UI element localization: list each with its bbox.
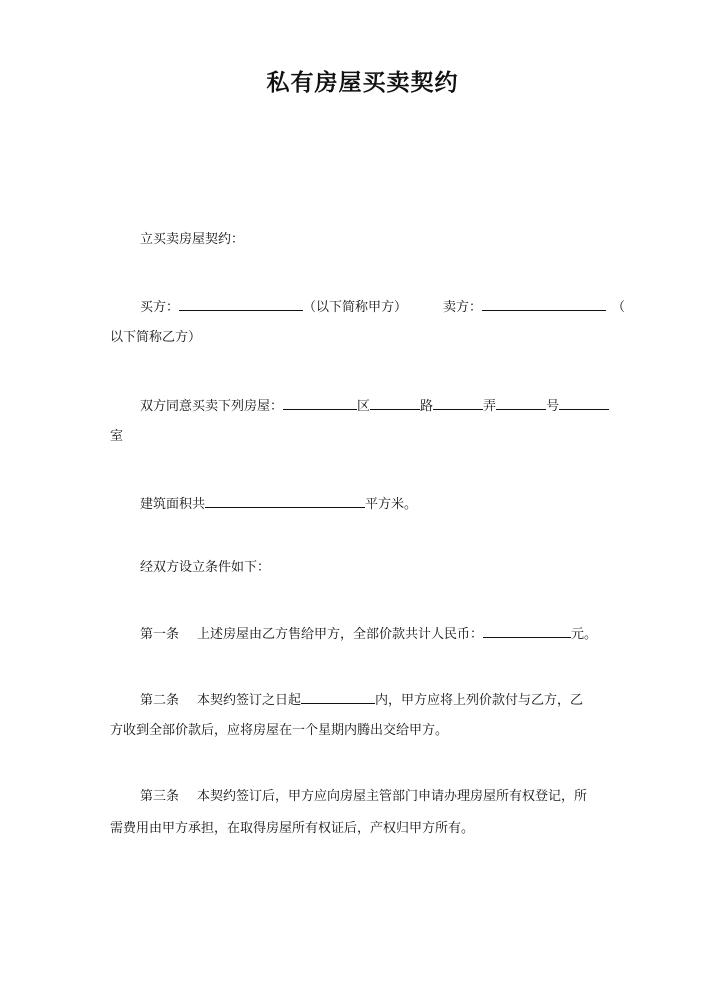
conditions-intro-line	[140, 558, 270, 578]
location-line	[140, 395, 609, 417]
article-2-line	[140, 689, 583, 711]
location-prefix: 双方同意买卖下列房屋：	[140, 399, 284, 414]
district-label: 区	[357, 399, 371, 414]
number-label: 号	[546, 399, 560, 414]
location-line-2	[110, 427, 123, 447]
article-1-line	[140, 623, 597, 645]
area-suffix: 平方米。	[365, 497, 418, 512]
article-2-line-2	[110, 721, 448, 741]
buyer-note: （以下简称甲方）	[303, 300, 408, 315]
parties-line-2	[110, 328, 201, 348]
area-prefix: 建筑面积共	[140, 497, 206, 512]
seller-label: 卖方：	[443, 300, 483, 315]
article-1-text-b: 元。	[571, 627, 598, 642]
article-3-text-b: 需费用由甲方承担，在取得房屋所有权证后，产权归甲方所有。	[110, 821, 475, 836]
buyer-blank	[179, 296, 303, 311]
seller-note: 以下简称乙方）	[110, 330, 202, 345]
road-label: 路	[420, 399, 434, 414]
article-2-label: 第二条	[140, 693, 180, 708]
road-blank	[370, 395, 420, 410]
area-blank	[205, 493, 365, 508]
document-title: 私有房屋买卖契约	[266, 69, 459, 96]
district-blank	[283, 395, 357, 410]
intro-line	[140, 230, 244, 250]
price-blank	[483, 623, 571, 638]
article-2-text-c: 方收到全部价款后，应将房屋在一个星期内腾出交给甲方。	[110, 723, 449, 738]
area-line	[140, 493, 417, 515]
lane-blank	[433, 395, 483, 410]
article-1-text-a: 上述房屋由乙方售给甲方，全部价款共计人民币：	[197, 627, 484, 642]
intro-text: 立买卖房屋契约：	[140, 232, 245, 247]
period-blank	[301, 689, 375, 704]
room-blank	[559, 395, 609, 410]
conditions-intro: 经双方设立条件如下：	[140, 560, 271, 575]
article-3-label: 第三条	[140, 789, 180, 804]
article-3-line	[140, 787, 587, 807]
article-3-line-2	[110, 819, 474, 839]
article-3-text-a: 本契约签订后，甲方应向房屋主管部门申请办理房屋所有权登记，所	[197, 789, 588, 804]
seller-blank	[482, 296, 606, 311]
buyer-label: 买方：	[140, 300, 180, 315]
seller-note-open: （	[612, 300, 626, 315]
lane-label: 弄	[483, 399, 497, 414]
number-blank	[496, 395, 546, 410]
parties-line	[140, 296, 625, 318]
article-2-text-b: 内，甲方应将上列价款付与乙方，乙	[375, 693, 584, 708]
article-2-text-a: 本契约签订之日起	[197, 693, 302, 708]
room-label: 室	[110, 429, 124, 444]
article-1-label: 第一条	[140, 627, 180, 642]
